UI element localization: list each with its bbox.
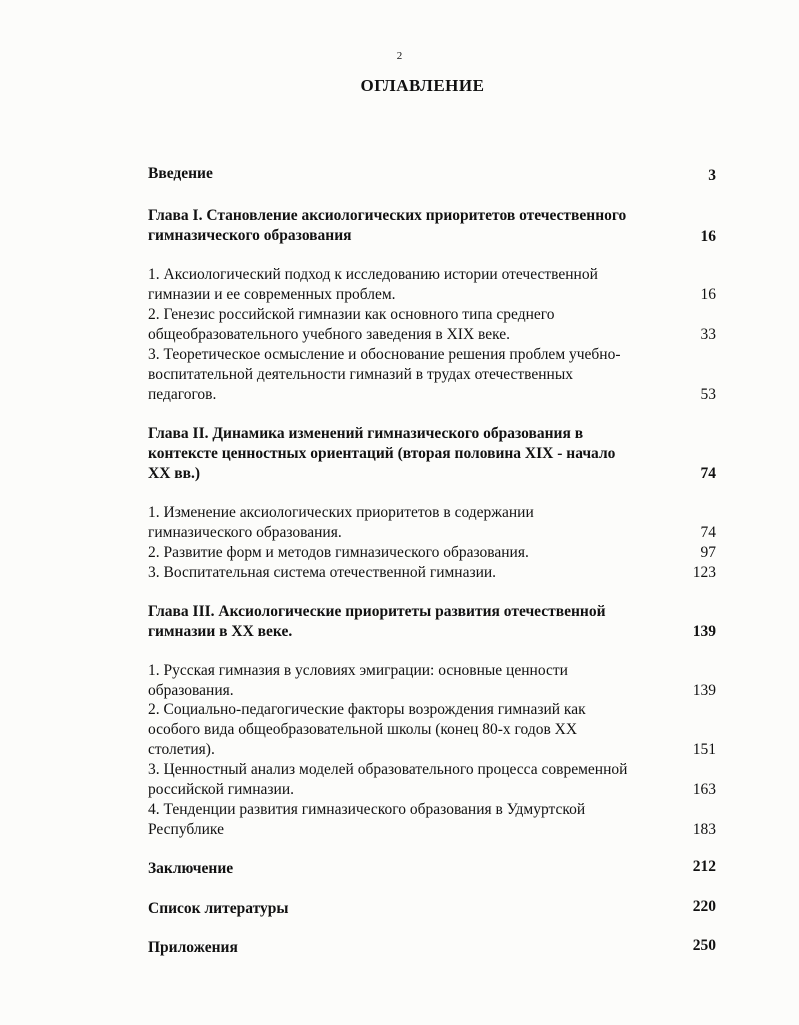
toc-page-appendices: 250 xyxy=(692,937,716,954)
section-2-1-line1: 1. Изменение аксиологических приоритетов в содержании xyxy=(148,504,534,521)
section-1-3-page: 53 xyxy=(700,386,716,403)
section-2-2-line1: 2. Развитие форм и методов гимназического образования. xyxy=(148,544,529,561)
chapter-2-page: 74 xyxy=(700,465,716,482)
toc-page-introduction: 3 xyxy=(708,167,716,184)
section-1-3-line2: воспитательной деятельности гимназий в трудах отечественных xyxy=(148,366,574,383)
chapter-1-title-line2: гимназического образования xyxy=(148,227,352,244)
section-3-2-page: 151 xyxy=(692,741,716,758)
section-3-2-line3: столетия). xyxy=(148,741,215,758)
section-2-1-line2: гимназического образования. xyxy=(148,524,342,541)
chapter-1-title-line1: Глава I. Становление аксиологических приоритетов отечественного xyxy=(148,207,627,224)
toc-entry-introduction: Введение xyxy=(148,165,213,182)
section-1-1-line1: 1. Аксиологический подход к исследованию истории отечественной xyxy=(148,266,598,283)
section-1-2-line2: общеобразовательного учебного заведения в XIX веке. xyxy=(148,326,511,343)
chapter-1-page: 16 xyxy=(700,228,716,245)
section-1-3-line1: 3. Теоретическое осмысление и обоснование решения проблем учебно- xyxy=(148,346,621,363)
section-3-2-line1: 2. Социально-педагогические факторы возрождения гимназий как xyxy=(148,701,586,718)
section-3-2-line2: особого вида общеобразовательной школы (конец 80-х годов XX xyxy=(148,721,578,738)
chapter-2-title-line3: XX вв.) xyxy=(148,465,201,482)
chapter-3-page: 139 xyxy=(692,623,716,640)
section-3-3-line1: 3. Ценностный анализ моделей образовательного процесса современной xyxy=(148,761,628,778)
section-1-3-line3: педагогов. xyxy=(148,386,217,403)
section-1-1-page: 16 xyxy=(700,286,716,303)
toc-entry-references: Список литературы xyxy=(148,900,289,917)
section-3-1-line1: 1. Русская гимназия в условиях эмиграции: основные ценности xyxy=(148,662,568,679)
section-3-3-page: 163 xyxy=(692,781,716,798)
toc-entry-conclusion: Заключение xyxy=(148,860,234,877)
section-1-2-line1: 2. Генезис российской гимназии как основного типа среднего xyxy=(148,306,555,323)
page-title: ОГЛАВЛЕНИЕ xyxy=(360,76,485,95)
toc-entry-appendices: Приложения xyxy=(148,939,238,956)
chapter-2-title-line1: Глава II. Динамика изменений гимназического образования в xyxy=(148,425,584,442)
chapter-2-title-line2: контексте ценностных ориентаций (вторая половина XIX - начало xyxy=(148,445,616,462)
section-3-4-page: 183 xyxy=(692,821,716,838)
toc-page-references: 220 xyxy=(692,898,716,915)
section-3-1-page: 139 xyxy=(692,682,716,699)
section-3-4-line2: Республике xyxy=(148,821,224,838)
chapter-3-title-line2: гимназии в XX веке. xyxy=(148,623,293,640)
section-2-2-page: 97 xyxy=(700,544,716,561)
section-2-1-page: 74 xyxy=(700,524,716,541)
toc-page-conclusion: 212 xyxy=(692,858,716,875)
section-2-3-line1: 3. Воспитательная система отечественной гимназии. xyxy=(148,564,497,581)
section-3-1-line2: образования. xyxy=(148,682,234,699)
section-2-3-page: 123 xyxy=(692,564,716,581)
section-1-1-line2: гимназии и ее современных проблем. xyxy=(148,286,396,303)
section-1-2-page: 33 xyxy=(700,326,716,343)
section-3-3-line2: российской гимназии. xyxy=(148,781,295,798)
section-3-4-line1: 4. Тенденции развития гимназического образования в Удмуртской xyxy=(148,801,586,818)
chapter-3-title-line1: Глава III. Аксиологические приоритеты развития отечественной xyxy=(148,603,606,620)
page-number: 2 xyxy=(396,50,403,62)
